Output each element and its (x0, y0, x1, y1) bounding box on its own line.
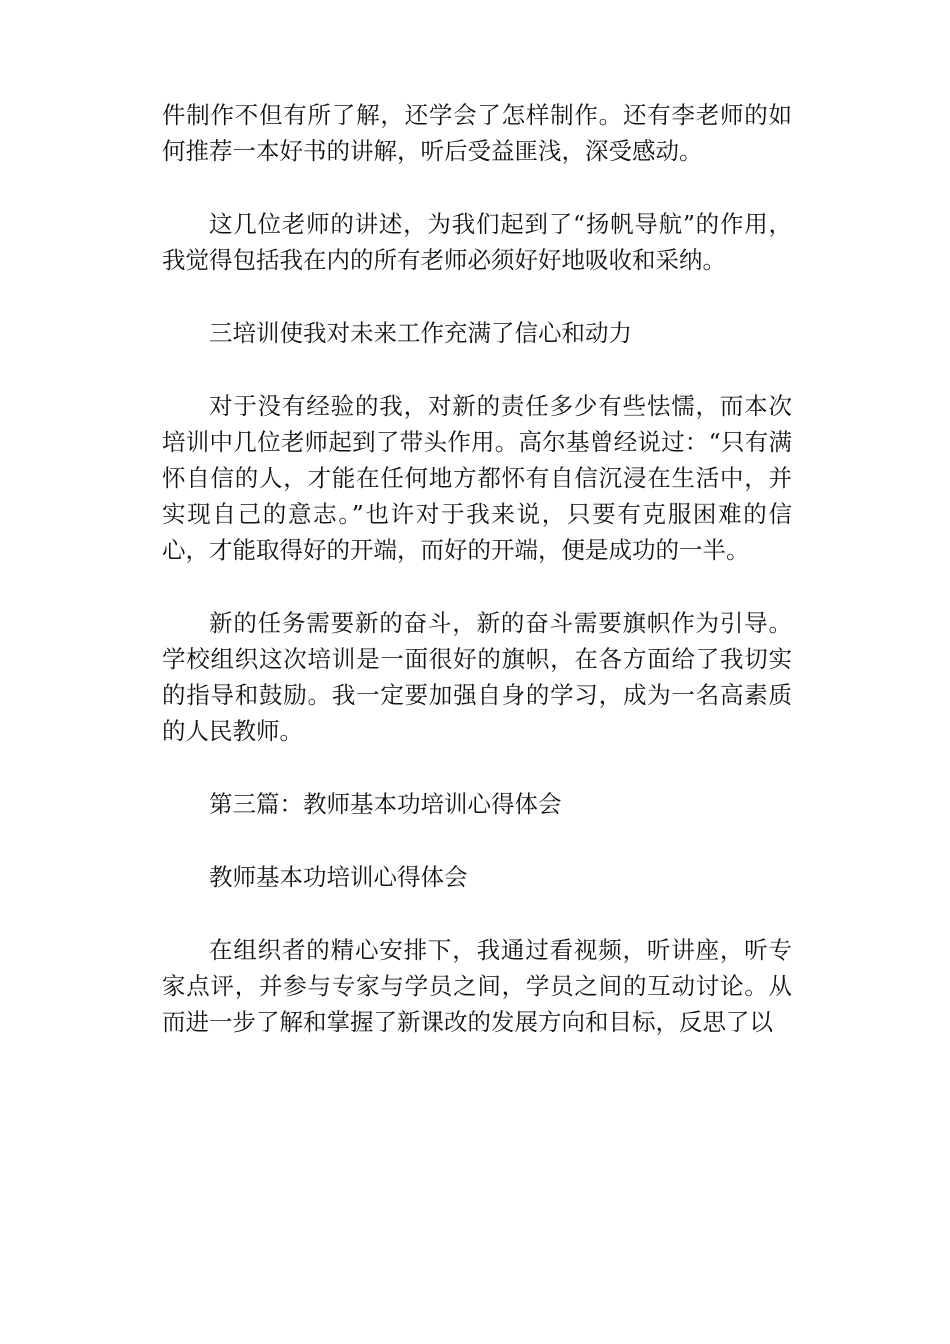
article-title: 教师基本功培训心得体会 (209, 863, 468, 891)
document-body (162, 97, 792, 1077)
paragraph-guidance: 这几位老师的讲述，为我们起到了“扬帆导航”的作用，我觉得包括我在内的所有老师必须好好地吸收和采纳。 (162, 210, 792, 274)
paragraph-new-tasks: 新的任务需要新的奋斗，新的奋斗需要旗帜作为引导。学校组织这次培训是一面很好的旗帜，在各方面给了我切实的指导和鼓励。我一定要加强自身的学习，成为一名高素质的人民教师。 (162, 609, 792, 745)
paragraph-gorky-quote: 对于没有经验的我，对新的责任多少有些怯懦，而本次培训中几位老师起到了带头作用。高尔基曾经说过：“只有满怀自信的人，才能在任何地方都怀有自信沉浸在生活中，并实现自己的意志。”也许对于我来说，只要有克服困难的信心，才能取得好的开端，而好的开端，便是成功的一半。 (162, 392, 792, 564)
paragraph-training-intro: 在组织者的精心安排下，我通过看视频，听讲座，听专家点评，并参与专家与学员之间，学员之间的互动讨论。从而进一步了解和掌握了新课改的发展方向和目标，反思了以 (162, 936, 792, 1036)
paragraph-continuation: 件制作不但有所了解，还学会了怎样制作。还有李老师的如何推荐一本好书的讲解，听后受益匪浅，深受感动。 (162, 101, 792, 165)
chapter-title: 第三篇：教师基本功培训心得体会 (209, 790, 562, 818)
section-heading-confidence: 三培训使我对未来工作充满了信心和动力 (209, 319, 632, 347)
